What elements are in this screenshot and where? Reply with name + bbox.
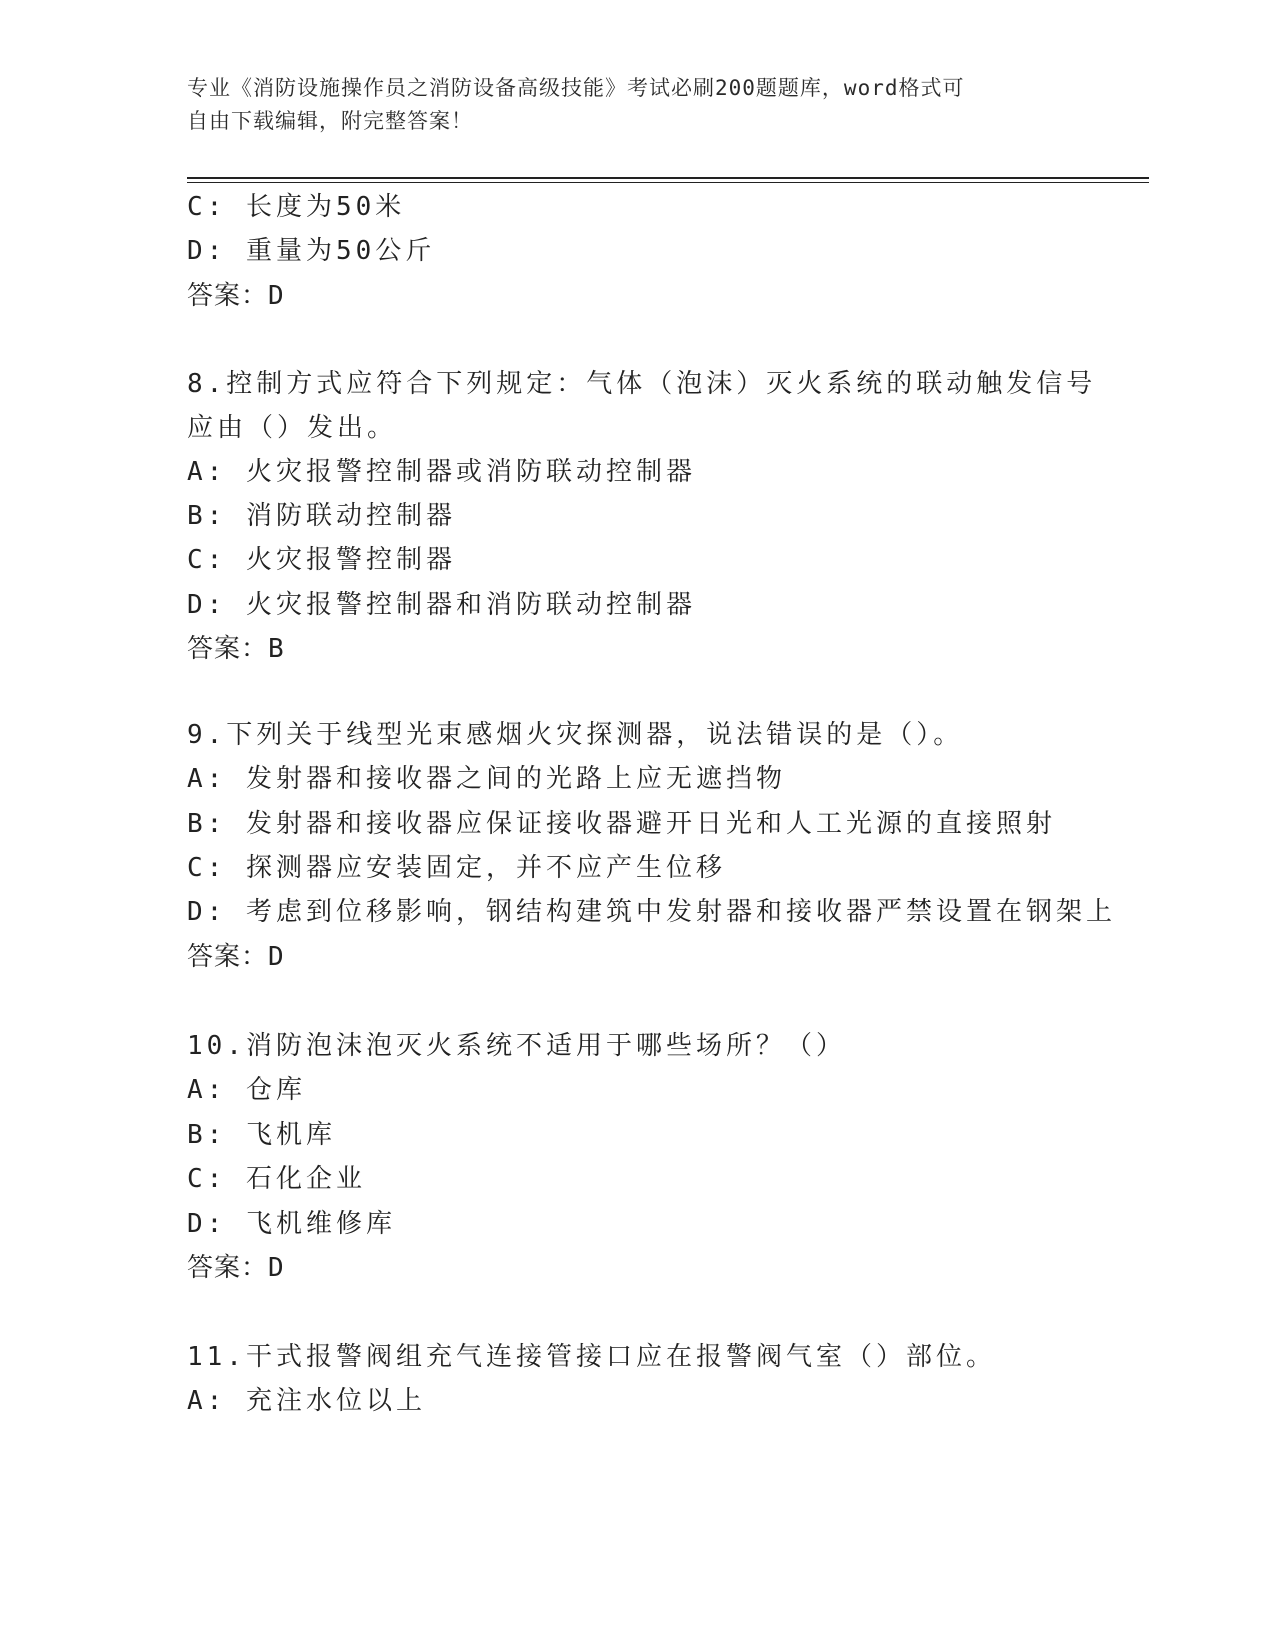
q10-answer: 答案：D	[187, 1253, 285, 1283]
q9-option-c: C: 探测器应安装固定，并不应产生位移	[187, 853, 726, 883]
q8-stem-line-2: 应由（）发出。	[187, 413, 398, 443]
q8-answer: 答案：B	[187, 634, 285, 664]
q9-stem: 9.下列关于线型光束感烟火灾探测器，说法错误的是（）。	[187, 720, 964, 750]
q10-option-a: A: 仓库	[187, 1075, 306, 1105]
document-header	[187, 72, 1067, 138]
q10-stem: 10.消防泡沫泡灭火系统不适用于哪些场所？（）	[187, 1031, 846, 1061]
q9-option-d: D: 考虑到位移影响，钢结构建筑中发射器和接收器严禁设置在钢架上	[187, 897, 1116, 927]
header-divider-thick	[187, 177, 1149, 179]
q9-option-a: A: 发射器和接收器之间的光路上应无遮挡物	[187, 764, 786, 794]
q8-option-d: D: 火灾报警控制器和消防联动控制器	[187, 590, 696, 620]
q9-option-b: B: 发射器和接收器应保证接收器避开日光和人工光源的直接照射	[187, 809, 1056, 839]
q7-option-c: C: 长度为50米	[187, 192, 406, 222]
q10-option-b: B: 飞机库	[187, 1120, 336, 1150]
q11-option-a: A: 充注水位以上	[187, 1386, 426, 1416]
q11-stem: 11.干式报警阀组充气连接管接口应在报警阀气室（）部位。	[187, 1342, 996, 1372]
header-divider-thin	[187, 182, 1149, 183]
q10-option-d: D: 飞机维修库	[187, 1209, 396, 1239]
q8-stem-line-1: 8.控制方式应符合下列规定：气体（泡沫）灭火系统的联动触发信号	[187, 369, 1097, 399]
header-line-2: 自由下载编辑，附完整答案！	[187, 109, 473, 133]
q10-option-c: C: 石化企业	[187, 1164, 366, 1194]
q8-option-c: C: 火灾报警控制器	[187, 545, 456, 575]
q7-option-d: D: 重量为50公斤	[187, 236, 436, 266]
q8-option-a: A: 火灾报警控制器或消防联动控制器	[187, 457, 696, 487]
q8-option-b: B: 消防联动控制器	[187, 501, 456, 531]
q7-answer: 答案：D	[187, 281, 285, 311]
header-line-1: 专业《消防设施操作员之消防设备高级技能》考试必刷200题题库，word格式可	[187, 76, 965, 100]
q9-answer: 答案：D	[187, 942, 285, 972]
